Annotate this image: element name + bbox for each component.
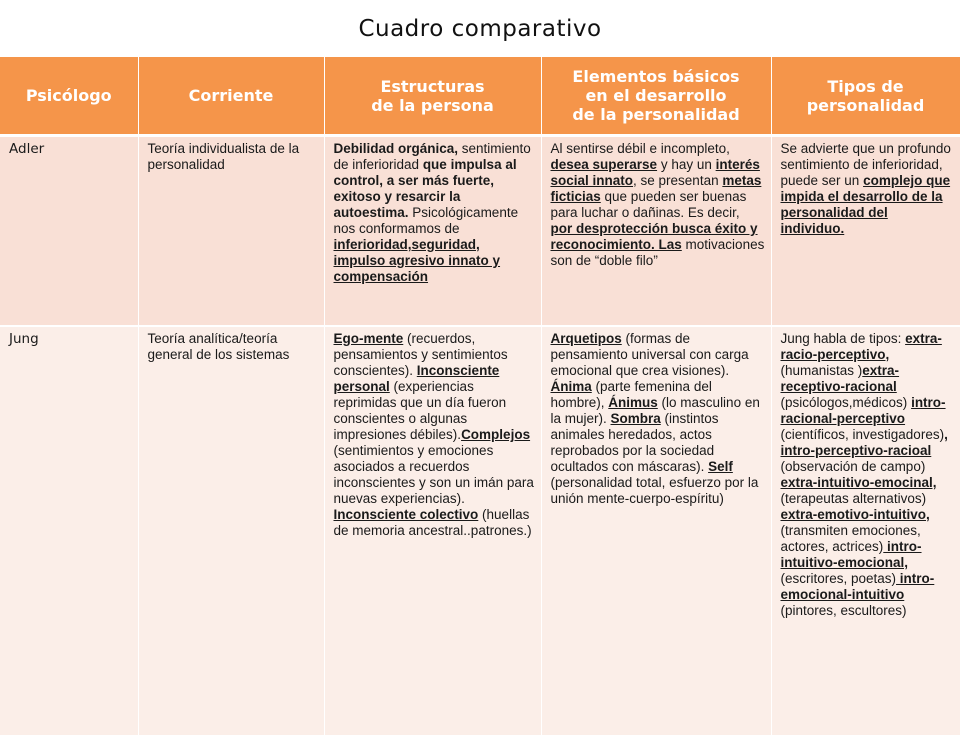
text-run: Sombra <box>610 411 661 426</box>
text-run: (lo masculino en la mujer). <box>550 395 760 426</box>
text-run: complejo que impida el desarrollo de la personalidad del individuo. <box>780 173 951 236</box>
text-run: Se advierte que un profundo sentimiento de inferioridad, puede ser un <box>780 141 951 188</box>
text-run: extra-emotivo-intuitivo, <box>780 507 930 522</box>
header-row <box>0 57 960 136</box>
text-run: desea superarse <box>550 157 658 172</box>
text-run: interés social innato <box>550 157 760 188</box>
text-run: (observación de campo) <box>780 459 926 474</box>
text-run: motivaciones son de “doble filo” <box>550 237 765 268</box>
cell-tipos <box>771 326 960 735</box>
cell-psicologo: Adler <box>0 136 138 327</box>
text-run: Inconsciente personal <box>333 363 500 394</box>
cell-tipos <box>771 136 960 327</box>
cell-corriente: Teoría analítica/teoría general de los sistemas <box>138 326 324 735</box>
text-run: que pueden ser buenas para luchar o dañinas. Es decir, <box>550 189 747 220</box>
text-run: (recuerdos, pensamientos y sentimientos conscientes). <box>333 331 508 378</box>
text-run: (pintores, escultores) <box>780 603 907 618</box>
cell-corriente: Teoría individualista de la personalidad <box>138 136 324 327</box>
text-run: Ego-mente <box>333 331 404 346</box>
text-run: que impulsa al control, a ser más fuerte, exitoso y resarcir la autoestima. <box>333 157 517 220</box>
cell-estructuras <box>324 326 541 735</box>
cell-elementos <box>541 136 771 327</box>
table-row-jung <box>0 326 960 735</box>
text-run: Ánimus <box>608 395 658 410</box>
comparison-table <box>0 57 960 735</box>
header-tipos: Tipos de personalidad <box>771 57 960 136</box>
text-run: (experiencias reprimidas que un día fueron conscientes o algunas impresiones débiles). <box>333 379 507 442</box>
header-psicologo: Psicólogo <box>0 57 138 136</box>
text-run: extra-intuitivo-emocinal, <box>780 475 937 490</box>
text-run: (psicólogos,médicos) <box>780 395 912 410</box>
text-run: Debilidad orgánica, <box>333 141 459 156</box>
text-run: (personalidad total, esfuerzo por la unión mente-cuerpo-espíritu) <box>550 475 759 506</box>
header-elementos: Elementos básicos en el desarrollo de la personalidad <box>541 57 771 136</box>
text-run: (transmiten emociones, actores, actrices) <box>780 523 921 554</box>
text-run: y hay un <box>657 157 716 172</box>
text-run: (instintos animales heredados, actos reprobados por la sociedad ocultados con máscaras). <box>550 411 719 474</box>
text-run: , se presentan <box>633 173 723 188</box>
text-run: Complejos <box>461 427 531 442</box>
text-run: (huellas de memoria ancestral..patrones.) <box>333 507 532 538</box>
text-run: (científicos, investigadores) <box>780 427 945 442</box>
table-row-adler <box>0 136 960 327</box>
text-run: (formas de pensamiento universal con carga emocional que crea visiones). <box>550 331 749 378</box>
text-run: (parte femenina del hombre), <box>550 379 712 410</box>
text-run: Self <box>708 459 733 474</box>
text-run: (sentimientos y emociones asociados a recuerdos inconscientes y son un imán para nuevas experiencias). <box>333 443 534 506</box>
text-run: (humanistas ) <box>780 363 863 378</box>
text-run: intro-intuitivo-emocional, <box>780 539 922 570</box>
text-run: extra-receptivo-racional <box>780 363 900 394</box>
text-run: por desprotección busca éxito y reconocimiento. Las <box>550 221 758 252</box>
text-run: extra-racio-perceptivo, <box>780 331 942 362</box>
text-run: Arquetipos <box>550 331 622 346</box>
text-run: Inconsciente colectivo <box>333 507 479 522</box>
text-run: sentimiento de inferioridad <box>333 141 531 172</box>
slide-title: Cuadro comparativo <box>358 16 602 42</box>
header-estructuras: Estructuras de la persona <box>324 57 541 136</box>
text-run: Ánima <box>550 379 592 394</box>
text-run: intro-racional-perceptivo <box>780 395 946 426</box>
text-run: , intro-perceptivo-racioal <box>780 427 948 458</box>
cell-psicologo: Jung <box>0 326 138 735</box>
cell-estructuras <box>324 136 541 327</box>
text-run: intro-emocional-intuitivo <box>780 571 935 602</box>
text-run: (escritores, poetas) <box>780 571 897 586</box>
text-run: Psicológicamente nos conformamos de <box>333 205 519 236</box>
text-run: metas ficticias <box>550 173 762 204</box>
text-run: inferioridad,seguridad, impulso agresivo innato y compensación <box>333 237 501 284</box>
text-run: (terapeutas alternativos) <box>780 491 927 506</box>
text-run: Jung habla de tipos: <box>780 331 906 346</box>
text-run: Al sentirse débil e incompleto, <box>550 141 730 156</box>
cell-elementos <box>541 326 771 735</box>
header-corriente: Corriente <box>138 57 324 136</box>
